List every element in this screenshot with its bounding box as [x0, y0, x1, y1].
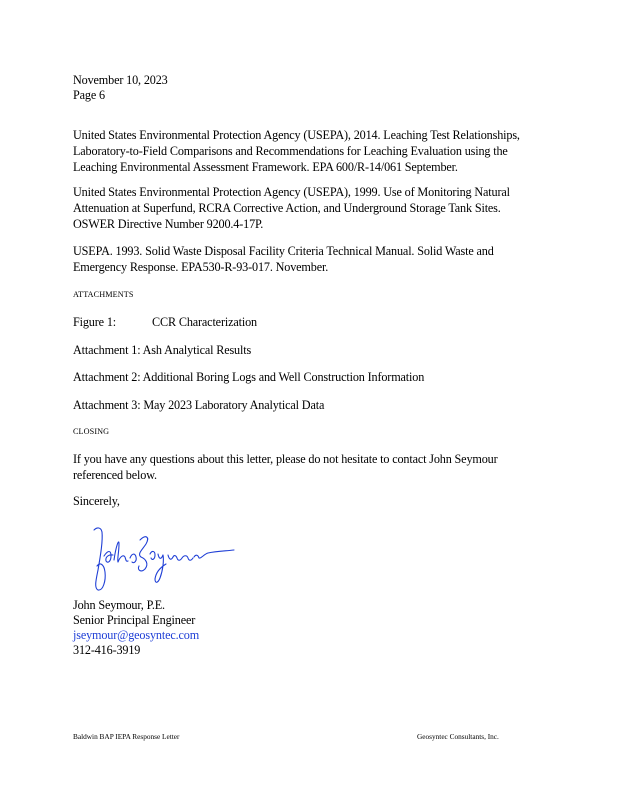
- figure-1-label: Figure 1:: [73, 315, 116, 329]
- attachment-item: Attachment 2: Additional Boring Logs and Well Construction Information: [73, 370, 425, 384]
- reference-line: United States Environmental Protection Agency (USEPA), 1999. Use of Monitoring Natural: [73, 185, 510, 199]
- reference-line: Emergency Response. EPA530-R-93-017. November.: [73, 260, 329, 274]
- signer-name: John Seymour, P.E.: [73, 598, 165, 612]
- reference-line: Leaching Environmental Assessment Framework. EPA 600/R-14/061 September.: [73, 160, 458, 174]
- page-number: Page 6: [73, 88, 105, 102]
- reference-usepa-2014: [73, 127, 603, 175]
- reference-line: Attenuation at Superfund, RCRA Corrective Action, and Underground Storage Tank Sites.: [73, 201, 501, 215]
- reference-line: United States Environmental Protection Agency (USEPA), 2014. Leaching Test Relationships,: [73, 128, 520, 142]
- reference-usepa-1999: [73, 184, 603, 232]
- closing-line: referenced below.: [73, 468, 157, 482]
- closing-line: If you have any questions about this letter, please do not hesitate to contact John Seymour: [73, 452, 498, 466]
- signer-phone: 312-416-3919: [73, 643, 141, 657]
- footer-company: Geosyntec Consultants, Inc.: [417, 732, 499, 741]
- reference-line: OSWER Directive Number 9200.4-17P.: [73, 217, 264, 231]
- footer-document-title: Baldwin BAP IEPA Response Letter: [73, 732, 180, 741]
- signer-title: Senior Principal Engineer: [73, 613, 196, 627]
- signer-email-link[interactable]: jseymour@geosyntec.com: [73, 628, 200, 642]
- reference-usepa-1993: [73, 243, 603, 275]
- salutation: Sincerely,: [73, 494, 120, 508]
- figure-1-title: CCR Characterization: [152, 315, 257, 329]
- attachments-heading: ATTACHMENTS: [73, 290, 134, 299]
- closing-paragraph: [73, 451, 603, 483]
- reference-line: Laboratory-to-Field Comparisons and Recommendations for Leaching Evaluation using the: [73, 144, 508, 158]
- letter-date: November 10, 2023: [73, 73, 168, 87]
- handwritten-signature: [84, 524, 236, 592]
- reference-line: USEPA. 1993. Solid Waste Disposal Facility Criteria Technical Manual. Solid Waste and: [73, 244, 494, 258]
- closing-heading: CLOSING: [73, 427, 110, 436]
- attachment-item: Attachment 3: May 2023 Laboratory Analytical Data: [73, 398, 325, 412]
- attachment-item: Attachment 1: Ash Analytical Results: [73, 343, 252, 357]
